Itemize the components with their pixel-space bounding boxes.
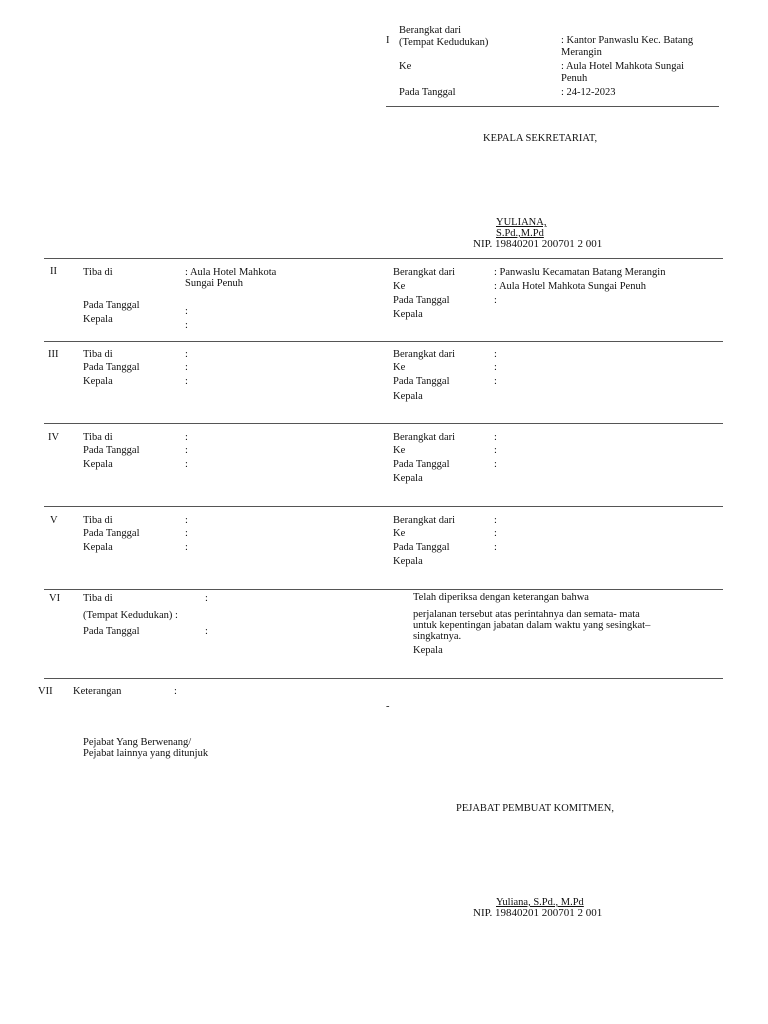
ke-value: : Aula Hotel Mahkota Sungai: [561, 61, 685, 72]
ke-colon: :: [494, 528, 497, 539]
ke-colon: :: [494, 362, 497, 373]
tanggal-colon: :: [494, 376, 497, 387]
berangkat-value: : Panwaslu Kecamatan Batang Merangin: [494, 267, 666, 278]
kepala-colon: :: [185, 320, 188, 331]
tanggal-label: Pada Tanggal: [83, 300, 140, 311]
kepala-label: Kepala: [83, 314, 113, 325]
divider: [44, 589, 723, 590]
tanggal-colon: :: [205, 626, 208, 637]
roman-numeral-vii: VII: [38, 686, 53, 697]
roman-numeral-iii: III: [48, 349, 59, 360]
tiba-colon: :: [205, 593, 208, 604]
tiba-value: : Aula Hotel Mahkota: [185, 267, 277, 278]
tiba-colon: :: [185, 349, 188, 360]
berangkat-colon: :: [494, 515, 497, 526]
checked-statement: Telah diperiksa dengan keterangan bahwa: [413, 592, 589, 603]
berangkat-label: Berangkat dari: [393, 432, 456, 443]
tempat-kedudukan-label: (Tempat Kedudukan): [399, 37, 489, 48]
tempat-kedudukan-label: (Tempat Kedudukan) :: [83, 610, 178, 621]
keterangan-label: Keterangan: [73, 686, 122, 697]
roman-numeral-i: I: [386, 35, 390, 46]
statement-line-2: untuk kepentingan jabatan dalam waktu yang sesingkat–: [413, 620, 651, 631]
ke-colon: :: [494, 445, 497, 456]
tanggal-label: Pada Tanggal: [393, 542, 450, 553]
divider: [386, 106, 719, 107]
tanggal-colon: :: [185, 528, 188, 539]
tiba-label: Tiba di: [83, 593, 113, 604]
tiba-colon: :: [185, 515, 188, 526]
ppk-name: Yuliana, S.Pd., M.Pd: [496, 897, 584, 908]
kepala-label: Kepala: [393, 473, 423, 484]
ke-label: Ke: [393, 445, 406, 456]
berangkat-value-cont: Merangin: [561, 47, 602, 58]
statement-line-1: perjalanan tersebut atas perintahnya dan semata- mata: [413, 609, 640, 620]
tiba-label: Tiba di: [83, 432, 113, 443]
signer-nip: NIP. 19840201 200701 2 001: [473, 238, 603, 250]
tanggal-colon: :: [185, 362, 188, 373]
divider: [44, 506, 723, 507]
statement-line-3: singkatnya.: [413, 631, 462, 642]
pejabat-berwenang: Pejabat Yang Berwenang/: [83, 737, 192, 748]
tanggal-label: Pada Tanggal: [83, 528, 140, 539]
kepala-label: Kepala: [393, 556, 423, 567]
ppk-title: PEJABAT PEMBUAT KOMITMEN,: [456, 803, 615, 814]
tanggal-label: Pada Tanggal: [83, 445, 140, 456]
kepala-colon: :: [185, 376, 188, 387]
ke-label: Ke: [393, 281, 406, 292]
ppk-nip: NIP. 19840201 200701 2 001: [473, 907, 603, 919]
signer-degree: S.Pd.,M.Pd: [496, 228, 544, 239]
tanggal-label: Pada Tanggal: [393, 376, 450, 387]
dash: -: [386, 701, 390, 712]
tanggal-colon: :: [185, 445, 188, 456]
kepala-label: Kepala: [83, 376, 113, 387]
tanggal-label: Pada Tanggal: [393, 459, 450, 470]
tanggal-label: Pada Tanggal: [83, 626, 140, 637]
divider: [44, 341, 723, 342]
kepala-label: Kepala: [393, 309, 423, 320]
tanggal-colon: :: [494, 459, 497, 470]
keterangan-colon: :: [174, 686, 177, 697]
roman-numeral-iv: IV: [48, 432, 60, 443]
kepala-colon: :: [185, 542, 188, 553]
tiba-label: Tiba di: [83, 267, 113, 278]
divider: [44, 258, 723, 259]
berangkat-value: : Kantor Panwaslu Kec. Batang: [561, 35, 694, 46]
divider: [44, 678, 723, 679]
tanggal-colon: :: [494, 295, 497, 306]
berangkat-label: Berangkat dari: [393, 349, 456, 360]
tanggal-colon: :: [494, 542, 497, 553]
ke-label: Ke: [393, 528, 406, 539]
signer-title: KEPALA SEKRETARIAT,: [483, 133, 598, 144]
divider: [44, 423, 723, 424]
kepala-label: Kepala: [393, 391, 423, 402]
tiba-value-cont: Sungai Penuh: [185, 278, 244, 289]
berangkat-label: Berangkat dari: [393, 267, 456, 278]
berangkat-label: Berangkat dari: [399, 25, 462, 36]
tanggal-value: : 24-12-2023: [561, 87, 616, 98]
ke-value: : Aula Hotel Mahkota Sungai Penuh: [494, 281, 646, 292]
kepala-label: Kepala: [83, 542, 113, 553]
ke-label: Ke: [399, 61, 412, 72]
signer-name: YULIANA,: [496, 217, 547, 228]
pejabat-ditunjuk: Pejabat lainnya yang ditunjuk: [83, 748, 209, 759]
berangkat-colon: :: [494, 349, 497, 360]
roman-numeral-v: V: [50, 515, 58, 526]
tiba-label: Tiba di: [83, 515, 113, 526]
berangkat-colon: :: [494, 432, 497, 443]
tiba-colon: :: [185, 432, 188, 443]
kepala-label: Kepala: [413, 645, 443, 656]
tanggal-colon: :: [185, 306, 188, 317]
tiba-label: Tiba di: [83, 349, 113, 360]
roman-numeral-ii: II: [50, 266, 57, 277]
ke-value-cont: Penuh: [561, 73, 588, 84]
kepala-colon: :: [185, 459, 188, 470]
kepala-label: Kepala: [83, 459, 113, 470]
tanggal-label: Pada Tanggal: [393, 295, 450, 306]
berangkat-label: Berangkat dari: [393, 515, 456, 526]
tanggal-label: Pada Tanggal: [83, 362, 140, 373]
tanggal-label: Pada Tanggal: [399, 87, 456, 98]
ke-label: Ke: [393, 362, 406, 373]
roman-numeral-vi: VI: [49, 593, 61, 604]
